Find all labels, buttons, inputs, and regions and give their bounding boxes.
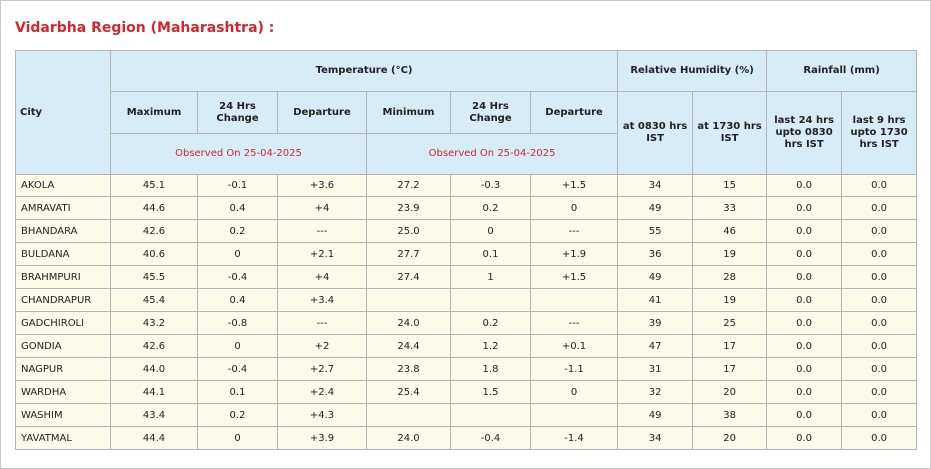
cell-change-min (451, 289, 531, 312)
cell-city: NAGPUR (16, 358, 111, 381)
cell-rain-24: 0.0 (767, 404, 842, 427)
cell-minimum (367, 404, 451, 427)
table-row (16, 358, 917, 381)
cell-departure-min: +0.1 (531, 335, 618, 358)
cell-change-max: 0.2 (198, 220, 278, 243)
cell-rain-9: 0.0 (842, 335, 917, 358)
cell-minimum: 27.4 (367, 266, 451, 289)
cell-minimum: 27.2 (367, 175, 451, 197)
cell-change-min: -0.4 (451, 427, 531, 450)
cell-city: BHANDARA (16, 220, 111, 243)
header-change-min: 24 Hrs Change (451, 92, 531, 134)
cell-rh-1730: 20 (693, 381, 767, 404)
header-change-max: 24 Hrs Change (198, 92, 278, 134)
cell-rain-9: 0.0 (842, 220, 917, 243)
cell-rain-9: 0.0 (842, 266, 917, 289)
cell-rain-9: 0.0 (842, 175, 917, 197)
cell-change-max: 0.4 (198, 289, 278, 312)
table-row (16, 335, 917, 358)
table-row (16, 289, 917, 312)
cell-departure-min: --- (531, 220, 618, 243)
cell-change-max: 0.2 (198, 404, 278, 427)
cell-rain-9: 0.0 (842, 243, 917, 266)
cell-city: GONDIA (16, 335, 111, 358)
cell-rh-1730: 17 (693, 358, 767, 381)
cell-departure-min: -1.4 (531, 427, 618, 450)
cell-city: GADCHIROLI (16, 312, 111, 335)
cell-departure-min: -1.1 (531, 358, 618, 381)
cell-rh-0830: 49 (618, 197, 693, 220)
cell-minimum (367, 289, 451, 312)
table-row (16, 220, 917, 243)
cell-rh-1730: 15 (693, 175, 767, 197)
header-rh-1730: at 1730 hrs IST (693, 92, 767, 175)
header-humidity: Relative Humidity (%) (618, 51, 767, 92)
header-maximum: Maximum (111, 92, 198, 134)
cell-rh-1730: 19 (693, 243, 767, 266)
cell-departure-max: +2.4 (278, 381, 367, 404)
cell-city: BRAHMPURI (16, 266, 111, 289)
cell-departure-min: +1.9 (531, 243, 618, 266)
cell-change-min: 0.1 (451, 243, 531, 266)
cell-maximum: 43.2 (111, 312, 198, 335)
cell-rh-0830: 34 (618, 175, 693, 197)
cell-departure-max: +4 (278, 266, 367, 289)
cell-rh-1730: 20 (693, 427, 767, 450)
cell-maximum: 40.6 (111, 243, 198, 266)
cell-change-min: 1.2 (451, 335, 531, 358)
cell-change-min: 1 (451, 266, 531, 289)
cell-rh-0830: 32 (618, 381, 693, 404)
cell-change-min: 0 (451, 220, 531, 243)
table-row (16, 381, 917, 404)
cell-rain-24: 0.0 (767, 197, 842, 220)
cell-rh-1730: 28 (693, 266, 767, 289)
cell-rain-9: 0.0 (842, 381, 917, 404)
cell-departure-min: +1.5 (531, 175, 618, 197)
observed-date-min: Observed On 25-04-2025 (367, 134, 618, 175)
cell-departure-min: 0 (531, 381, 618, 404)
cell-rh-1730: 38 (693, 404, 767, 427)
cell-minimum: 25.0 (367, 220, 451, 243)
cell-rh-0830: 41 (618, 289, 693, 312)
table-row (16, 243, 917, 266)
cell-departure-max: +3.6 (278, 175, 367, 197)
cell-departure-max: --- (278, 312, 367, 335)
cell-rain-9: 0.0 (842, 289, 917, 312)
header-temperature: Temperature (°C) (111, 51, 618, 92)
table-row (16, 266, 917, 289)
cell-minimum: 27.7 (367, 243, 451, 266)
header-rain-9: last 9 hrs upto 1730 hrs IST (842, 92, 917, 175)
table-row (16, 312, 917, 335)
header-row-columns (16, 92, 917, 134)
cell-rh-0830: 47 (618, 335, 693, 358)
table-row (16, 404, 917, 427)
cell-change-max: 0.4 (198, 197, 278, 220)
cell-rh-1730: 33 (693, 197, 767, 220)
cell-maximum: 42.6 (111, 220, 198, 243)
cell-departure-max: --- (278, 220, 367, 243)
cell-departure-min (531, 289, 618, 312)
cell-departure-max: +3.4 (278, 289, 367, 312)
cell-rain-9: 0.0 (842, 404, 917, 427)
header-departure-min: Departure (531, 92, 618, 134)
cell-change-max: -0.4 (198, 358, 278, 381)
cell-rain-24: 0.0 (767, 335, 842, 358)
cell-maximum: 45.4 (111, 289, 198, 312)
cell-rain-24: 0.0 (767, 243, 842, 266)
observed-date-max: Observed On 25-04-2025 (111, 134, 367, 175)
cell-departure-max: +2 (278, 335, 367, 358)
cell-rh-0830: 39 (618, 312, 693, 335)
cell-city: AKOLA (16, 175, 111, 197)
cell-departure-max: +4 (278, 197, 367, 220)
cell-rh-1730: 19 (693, 289, 767, 312)
header-minimum: Minimum (367, 92, 451, 134)
cell-departure-max: +2.7 (278, 358, 367, 381)
cell-change-min: 1.5 (451, 381, 531, 404)
header-rain-24: last 24 hrs upto 0830 hrs IST (767, 92, 842, 175)
cell-change-max: -0.1 (198, 175, 278, 197)
cell-rain-24: 0.0 (767, 175, 842, 197)
table-row (16, 197, 917, 220)
cell-change-min: 0.2 (451, 197, 531, 220)
cell-rain-9: 0.0 (842, 427, 917, 450)
weather-table (15, 50, 917, 450)
cell-minimum: 24.4 (367, 335, 451, 358)
cell-maximum: 44.4 (111, 427, 198, 450)
cell-maximum: 44.1 (111, 381, 198, 404)
cell-minimum: 23.9 (367, 197, 451, 220)
cell-rain-9: 0.0 (842, 312, 917, 335)
cell-city: CHANDRAPUR (16, 289, 111, 312)
cell-departure-max: +3.9 (278, 427, 367, 450)
cell-minimum: 23.8 (367, 358, 451, 381)
cell-city: WARDHA (16, 381, 111, 404)
cell-rain-24: 0.0 (767, 220, 842, 243)
cell-rh-0830: 49 (618, 404, 693, 427)
cell-rain-9: 0.0 (842, 197, 917, 220)
cell-departure-max: +4.3 (278, 404, 367, 427)
cell-maximum: 44.0 (111, 358, 198, 381)
cell-change-min: 1.8 (451, 358, 531, 381)
cell-change-min (451, 404, 531, 427)
header-rainfall: Rainfall (mm) (767, 51, 917, 92)
cell-city: WASHIM (16, 404, 111, 427)
cell-rh-0830: 55 (618, 220, 693, 243)
cell-rh-0830: 49 (618, 266, 693, 289)
cell-departure-min (531, 404, 618, 427)
cell-departure-min: 0 (531, 197, 618, 220)
cell-change-min: -0.3 (451, 175, 531, 197)
cell-city: AMRAVATI (16, 197, 111, 220)
cell-change-min: 0.2 (451, 312, 531, 335)
cell-rain-24: 0.0 (767, 266, 842, 289)
cell-departure-max: +2.1 (278, 243, 367, 266)
cell-rh-1730: 17 (693, 335, 767, 358)
cell-change-max: 0.1 (198, 381, 278, 404)
cell-minimum: 24.0 (367, 312, 451, 335)
cell-minimum: 25.4 (367, 381, 451, 404)
cell-rh-0830: 34 (618, 427, 693, 450)
table-row (16, 427, 917, 450)
cell-rh-1730: 25 (693, 312, 767, 335)
header-row-groups (16, 51, 917, 92)
table-row (16, 175, 917, 197)
cell-maximum: 45.5 (111, 266, 198, 289)
cell-change-max: 0 (198, 335, 278, 358)
cell-minimum: 24.0 (367, 427, 451, 450)
cell-city: BULDANA (16, 243, 111, 266)
region-title: Vidarbha Region (Maharashtra) : (15, 20, 275, 36)
cell-rh-1730: 46 (693, 220, 767, 243)
cell-change-max: -0.4 (198, 266, 278, 289)
cell-change-max: -0.8 (198, 312, 278, 335)
header-departure-max: Departure (278, 92, 367, 134)
cell-rh-0830: 31 (618, 358, 693, 381)
cell-maximum: 44.6 (111, 197, 198, 220)
cell-departure-min: +1.5 (531, 266, 618, 289)
cell-rain-24: 0.0 (767, 381, 842, 404)
header-city: City (16, 51, 111, 175)
cell-rain-24: 0.0 (767, 289, 842, 312)
cell-change-max: 0 (198, 427, 278, 450)
header-rh-0830: at 0830 hrs IST (618, 92, 693, 175)
cell-rain-9: 0.0 (842, 358, 917, 381)
cell-maximum: 43.4 (111, 404, 198, 427)
cell-rain-24: 0.0 (767, 312, 842, 335)
cell-change-max: 0 (198, 243, 278, 266)
cell-departure-min: --- (531, 312, 618, 335)
cell-city: YAVATMAL (16, 427, 111, 450)
cell-rain-24: 0.0 (767, 427, 842, 450)
cell-maximum: 45.1 (111, 175, 198, 197)
cell-rh-0830: 36 (618, 243, 693, 266)
table-body (16, 175, 917, 450)
cell-rain-24: 0.0 (767, 358, 842, 381)
cell-maximum: 42.6 (111, 335, 198, 358)
